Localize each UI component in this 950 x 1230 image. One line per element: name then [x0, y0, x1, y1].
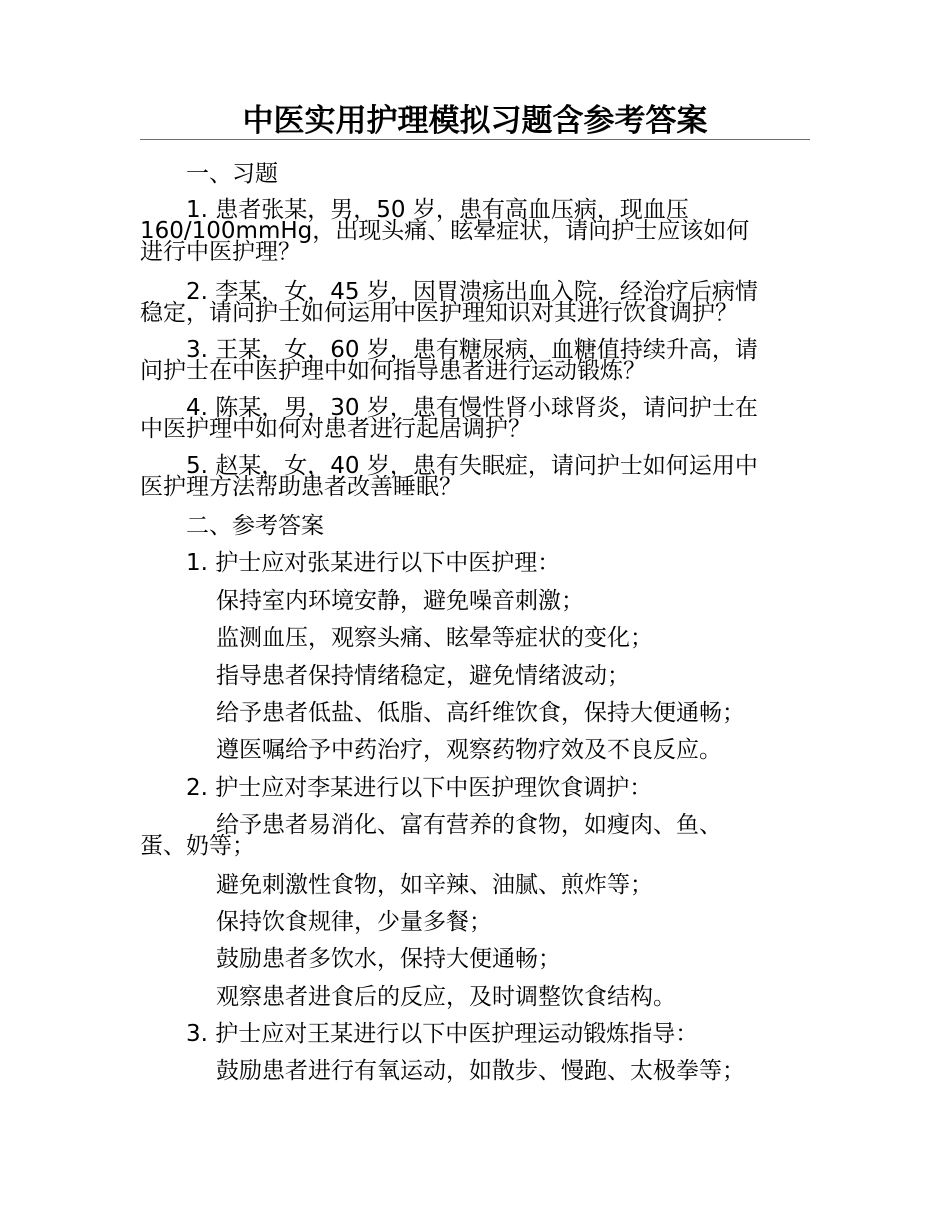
section-heading-exercises: 一、习题 — [186, 161, 278, 187]
question-4-line-2: 中医护理中如何对患者进行起居调护？ — [140, 416, 531, 442]
question-4-line-1: 4. 陈某，男，30 岁，患有慢性肾小球肾炎，请问护士在 — [186, 395, 758, 421]
answer-2-item-1-line-1: 给予患者易消化、富有营养的食物，如瘦肉、鱼、 — [216, 812, 722, 838]
question-2-line-2: 稳定，请问护士如何运用中医护理知识对其进行饮食调护？ — [140, 300, 738, 326]
answer-1-item: 遵医嘱给予中药治疗，观察药物疗效及不良反应。 — [216, 737, 722, 763]
question-1-line-1: 1. 患者张某，男，50 岁，患有高血压病，现血压 — [186, 197, 689, 223]
section-heading-answers: 二、参考答案 — [186, 513, 324, 539]
answer-3-item: 鼓励患者进行有氧运动，如散步、慢跑、太极拳等； — [216, 1058, 745, 1084]
question-1-line-2: 160/100mmHg，出现头痛、眩晕症状，请问护士应该如何 — [140, 218, 750, 244]
title-underline — [140, 139, 810, 140]
answer-1-item: 监测血压，观察头痛、眩晕等症状的变化； — [216, 625, 653, 651]
answer-1-item: 给予患者低盐、低脂、高纤维饮食，保持大便通畅； — [216, 700, 745, 726]
question-3-line-2: 问护士在中医护理中如何指导患者进行运动锻炼？ — [140, 358, 646, 384]
answer-1-item: 保持室内环境安静，避免噪音刺激； — [216, 588, 584, 614]
answer-2-item: 观察患者进食后的反应，及时调整饮食结构。 — [216, 984, 676, 1010]
question-3-line-1: 3. 王某，女，60 岁，患有糖尿病，血糖值持续升高，请 — [186, 337, 758, 363]
question-5-line-2: 医护理方法帮助患者改善睡眠？ — [140, 474, 462, 500]
answer-2-item: 避免刺激性食物，如辛辣、油腻、煎炸等； — [216, 872, 653, 898]
answer-2-heading: 2. 护士应对李某进行以下中医护理饮食调护： — [186, 775, 653, 801]
answer-1-item: 指导患者保持情绪稳定，避免情绪波动； — [216, 663, 630, 689]
answer-2-item-1-line-2: 蛋、奶等； — [140, 833, 255, 859]
document-title: 中医实用护理模拟习题含参考答案 — [242, 103, 708, 139]
question-2-line-1: 2. 李某，女，45 岁，因胃溃疡出血入院，经治疗后病情 — [186, 279, 758, 305]
answer-2-item: 保持饮食规律，少量多餐； — [216, 909, 492, 935]
answer-2-item: 鼓励患者多饮水，保持大便通畅； — [216, 946, 561, 972]
question-1-line-3: 进行中医护理？ — [140, 239, 301, 265]
answer-1-heading: 1. 护士应对张某进行以下中医护理： — [186, 550, 561, 576]
answer-3-heading: 3. 护士应对王某进行以下中医护理运动锻炼指导： — [186, 1021, 699, 1047]
question-5-line-1: 5. 赵某，女，40 岁，患有失眠症，请问护士如何运用中 — [186, 453, 758, 479]
